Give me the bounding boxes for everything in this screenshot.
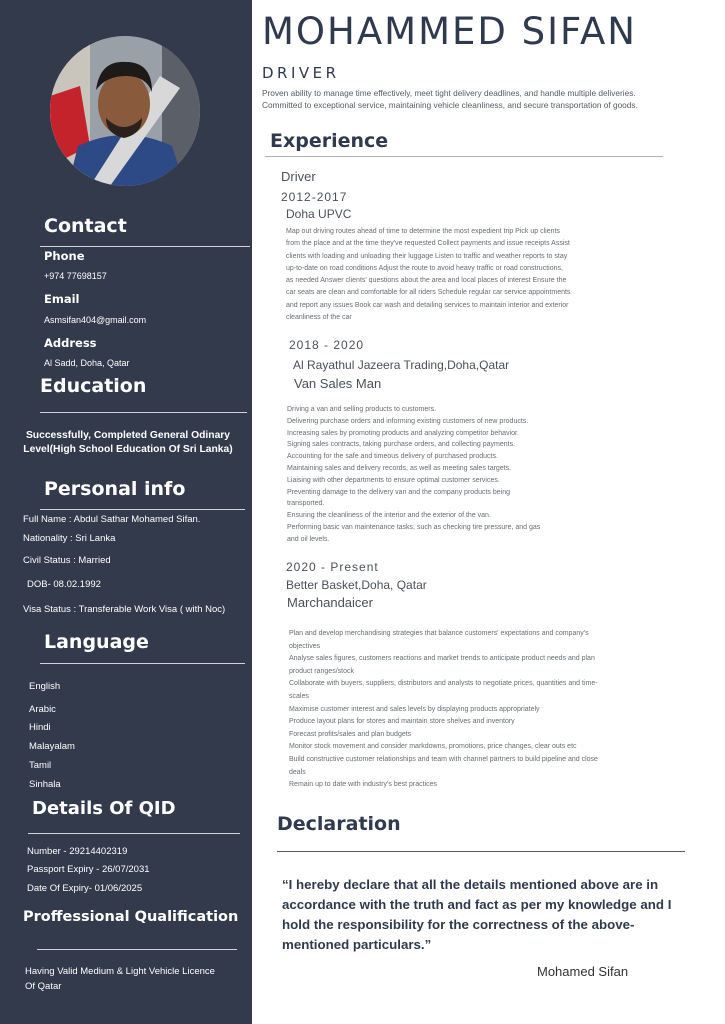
education-heading: Education	[40, 375, 147, 397]
education-text: Successfully, Completed General Odinary Level(High School Education Of Sri Lanka)	[23, 430, 233, 455]
qid-divider	[28, 833, 240, 834]
qid-heading: Details Of QID	[32, 798, 176, 819]
language-item: Sinhala	[29, 779, 61, 790]
qualification-heading: Proffessional Qualification	[23, 909, 239, 925]
declaration-heading: Declaration	[277, 813, 401, 835]
qualification-text: Having Valid Medium & Light Vehicle Licence Of Qatar	[25, 966, 215, 992]
language-heading: Language	[44, 631, 149, 653]
candidate-role: DRIVER	[262, 64, 340, 82]
address-label: Address	[44, 336, 97, 350]
date-of-birth: DOB- 08.02.1992	[27, 579, 101, 590]
phone-value: +974 77698157	[44, 271, 107, 281]
qualification-divider	[37, 949, 237, 950]
job-company: Better Basket,Doha, Qatar	[286, 578, 427, 592]
personal-info-divider	[40, 509, 245, 510]
experience-heading: Experience	[270, 130, 389, 152]
job-description: Plan and develop merchandising strategies that balance customers' expectations and company's objectives Analyse sales figures, customers reactions and market trends to anticipate product needs and plan product ranges/stock Collaborate with buyers, suppliers, distributors and analysts to negotiate prices, quantities and time- scales Maximise customer interest and sales levels by displaying products appropriately Produce layout plans for stores and maintain store shelves and inventory Forecast profits/sales and plan budgets Monitor stock movement and consider markdowns, promotions, price changes, clear outs etc Build constructive customer relationships and team with channel partners to build pipeline and close deals Remain up to date with industry's best practices	[289, 630, 598, 789]
language-item: Tamil	[29, 760, 52, 771]
job-company: Doha UPVC	[286, 207, 352, 221]
contact-divider	[40, 246, 250, 247]
job-period: 2012-2017	[281, 190, 348, 204]
profile-summary: Proven ability to manage time effectively, meet tight delivery deadlines, and handle multiple deliveries. Committed to exceptional service, maintaining vehicle cleanliness, and secure transportation of goods.	[262, 88, 638, 110]
address-value: Al Sadd, Doha, Qatar	[44, 358, 130, 368]
job-title: Driver	[281, 169, 316, 184]
profile-photo	[50, 36, 200, 186]
passport-expiry: Passport Expiry - 26/07/2031	[27, 864, 150, 875]
signature-name: Mohamed Sifan	[537, 964, 629, 979]
job-period: 2020 - Present	[286, 560, 379, 574]
qid-expiry: Date Of Expiry- 01/06/2025	[27, 883, 143, 894]
qid-number: Number - 29214402319	[27, 846, 128, 857]
phone-label: Phone	[44, 249, 85, 263]
declaration-divider	[277, 851, 685, 852]
contact-heading: Contact	[44, 215, 127, 237]
job-title: Van Sales Man	[294, 376, 382, 391]
visa-status: Visa Status : Transferable Work Visa ( with Noc)	[23, 604, 226, 615]
candidate-name: MOHAMMED SIFAN	[262, 10, 637, 53]
education-divider	[40, 412, 247, 413]
job-description: Map out driving routes ahead of time to determine the most expedient trip Pick up clients from the place and at the time they've requested Collect payments and issue receipts Assist clients with loading and unloading their luggage Listen to traffic and weather reports to stay up-to-date on road conditions Adjust the route to avoid heavy traffic or road constructions, as needed Answer clients' questions about the area and local places of interest Ensure the car seats are clean and comfortable for all riders Schedule regular car service appointments and report any issues Book car wash and detailing services to maintain interior and exterior cleanliness of the car	[286, 228, 571, 322]
personal-info-heading: Personal info	[44, 478, 186, 500]
main-content	[252, 0, 725, 1024]
language-divider	[40, 663, 245, 664]
language-item: Malayalam	[29, 741, 75, 752]
declaration-text: “I hereby declare that all the details mentioned above are in accordance with the truth and fact as per my knowledge and I hold the responsibility for the correctness of the above-mentioned particulars.”	[282, 877, 672, 952]
language-item: Hindi	[29, 722, 51, 733]
job-company: Al Rayathul Jazeera Trading,Doha,Qatar	[293, 358, 510, 372]
email-value: Asmsifan404@gmail.com	[44, 315, 147, 325]
job-period: 2018 - 2020	[289, 338, 365, 352]
job-title: Marchandaicer	[287, 595, 373, 610]
language-item: English	[29, 681, 61, 692]
language-item: Arabic	[29, 704, 56, 715]
civil-status: Civil Status : Married	[23, 555, 111, 566]
nationality: Nationality : Sri Lanka	[23, 533, 116, 544]
experience-divider	[265, 156, 663, 157]
sidebar	[0, 0, 252, 1024]
full-name: Full Name : Abdul Sathar Mohamed Sifan.	[23, 514, 201, 525]
job-description: Driving a van and selling products to customers. Delivering purchase orders and informing existing customers of new products. Increasing sales by promoting products and analyzing competitor behavior. Signing sales contracts, taking purchase orders, and collecting payments. Accounting for the safe and timeous delivery of purchased products. Maintaining sales and delivery records, as well as meeting sales targets. Liaising with other departments to ensure optimal customer services. Preventing damage to the delivery van and the company products being transported. Ensuring the cleanliness of the interior and the exterior of the van. Performing basic van maintenance tasks, such as checking tire pressure, and gas and oil levels.	[287, 406, 541, 543]
email-label: Email	[44, 292, 80, 306]
